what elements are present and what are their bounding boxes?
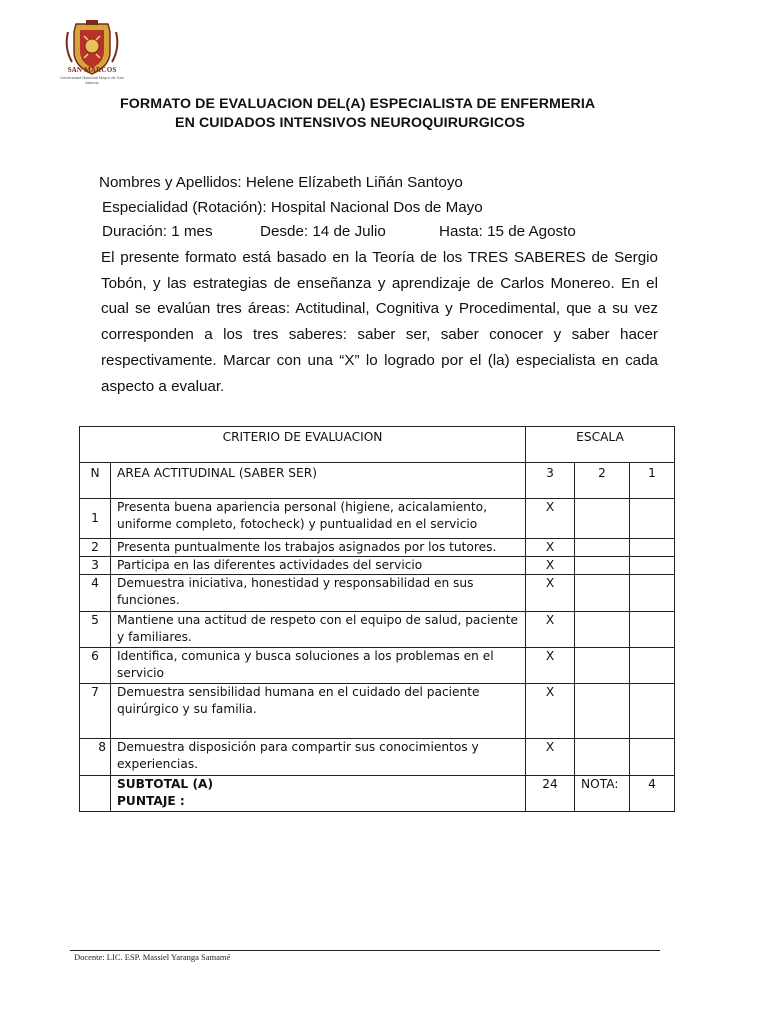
n-header: N — [80, 463, 111, 499]
footer-docente: Docente: LIC. ESP. Massiel Yaranga Samamé — [74, 952, 231, 962]
row-mark-1 — [630, 557, 675, 575]
row-mark-1 — [630, 684, 675, 739]
row-mark-1 — [630, 739, 675, 776]
scale-2-header: 2 — [575, 463, 630, 499]
row-mark-2 — [575, 557, 630, 575]
table-row — [80, 539, 675, 557]
subtotal-labels — [111, 776, 526, 812]
scale-3-header: 3 — [526, 463, 575, 499]
row-mark-2 — [575, 499, 630, 539]
subtotal-row — [80, 776, 675, 812]
evaluation-table — [79, 426, 675, 812]
row-mark-1 — [630, 648, 675, 684]
escala-header: ESCALA — [526, 427, 675, 463]
row-mark-3: X — [526, 539, 575, 557]
row-mark-1 — [630, 499, 675, 539]
scale-1-header: 1 — [630, 463, 675, 499]
row-mark-3: X — [526, 557, 575, 575]
table-row — [80, 684, 675, 739]
nota-value: 4 — [630, 776, 675, 812]
row-mark-3: X — [526, 612, 575, 648]
nota-label: NOTA: — [575, 776, 630, 812]
row-criterion: Demuestra sensibilidad humana en el cuidado del paciente quirúrgico y su familia. — [111, 684, 526, 739]
document-title-line2: EN CUIDADOS INTENSIVOS NEUROQUIRURGICOS — [175, 115, 525, 131]
row-criterion: Demuestra iniciativa, honestidad y responsabilidad en sus funciones. — [111, 575, 526, 612]
table-header-row — [80, 427, 675, 463]
puntaje-label: PUNTAJE : — [117, 794, 185, 808]
logo-subtext: Universidad Nacional Mayor de San Marcos — [60, 75, 124, 85]
row-number: 2 — [80, 539, 111, 557]
subtotal-value: 24 — [526, 776, 575, 812]
row-number: 7 — [80, 684, 111, 739]
row-mark-3: X — [526, 739, 575, 776]
row-mark-3: X — [526, 684, 575, 739]
row-number: 1 — [80, 499, 111, 539]
table-row — [80, 499, 675, 539]
row-number: 6 — [80, 648, 111, 684]
row-mark-2 — [575, 612, 630, 648]
row-mark-1 — [630, 612, 675, 648]
row-mark-3: X — [526, 648, 575, 684]
row-criterion: Participa en las diferentes actividades del servicio — [111, 557, 526, 575]
subtotal-label: SUBTOTAL (A) — [117, 777, 214, 791]
row-mark-2 — [575, 739, 630, 776]
table-row — [80, 612, 675, 648]
nombres-line: Nombres y Apellidos: Helene Elízabeth Liñán Santoyo — [99, 174, 463, 191]
row-mark-1 — [630, 539, 675, 557]
row-number: 8 — [80, 739, 111, 776]
row-number: 5 — [80, 612, 111, 648]
criterio-header: CRITERIO DE EVALUACION — [80, 427, 526, 463]
row-mark-1 — [630, 575, 675, 612]
especialidad-line: Especialidad (Rotación): Hospital Nacional Dos de Mayo — [102, 199, 483, 216]
row-number: 4 — [80, 575, 111, 612]
row-mark-2 — [575, 684, 630, 739]
row-mark-2 — [575, 648, 630, 684]
row-criterion: Presenta buena apariencia personal (higiene, acicalamiento, uniforme completo, fotocheck) y puntualidad en el servicio — [111, 499, 526, 539]
row-mark-3: X — [526, 575, 575, 612]
table-row — [80, 648, 675, 684]
row-mark-2 — [575, 539, 630, 557]
row-criterion: Presenta puntualmente los trabajos asignados por los tutores. — [111, 539, 526, 557]
row-criterion: Mantiene una actitud de respeto con el equipo de salud, paciente y familiares. — [111, 612, 526, 648]
table-row — [80, 557, 675, 575]
hasta-label: Hasta: 15 de Agosto — [439, 223, 576, 240]
row-mark-3: X — [526, 499, 575, 539]
footer-divider — [70, 950, 660, 951]
duracion-label: Duración: 1 mes — [102, 223, 213, 240]
desde-label: Desde: 14 de Julio — [260, 223, 386, 240]
area-header-row — [80, 463, 675, 499]
description-paragraph: El presente formato está basado en la Teoría de los TRES SABERES de Sergio Tobón, y las estrategias de enseñanza y aprendizaje de Carlos Monereo. En el cual se evalúan tres áreas: Actitudinal, Cognitiva y Procedimental, que a su vez corresponden a los tres saberes: saber ser, saber conocer y saber hacer respectivamente. Marcar con una “X” lo logrado por el (la) especialista en cada aspecto a evaluar. — [101, 249, 658, 395]
row-criterion: Demuestra disposición para compartir sus conocimientos y experiencias. — [111, 739, 526, 776]
table-row — [80, 739, 675, 776]
document-title-line1: FORMATO DE EVALUACION DEL(A) ESPECIALISTA DE ENFERMERIA — [120, 96, 596, 112]
area-header: AREA ACTITUDINAL (SABER SER) — [111, 463, 526, 499]
table-row — [80, 575, 675, 612]
row-mark-2 — [575, 575, 630, 612]
row-criterion: Identifica, comunica y busca soluciones a los problemas en el servicio — [111, 648, 526, 684]
row-number: 3 — [80, 557, 111, 575]
logo-text: SAN MARCOS — [67, 66, 117, 74]
